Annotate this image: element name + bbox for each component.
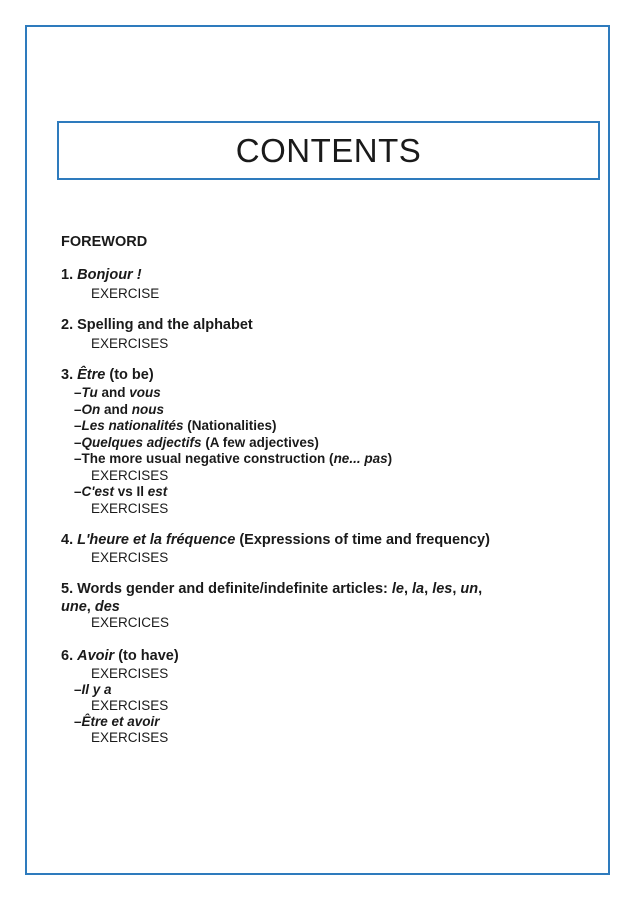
section-term: Tu	[81, 385, 98, 400]
chapter-number: 3.	[61, 367, 78, 383]
toc-section-etre-avoir-exercises[interactable]: EXERCISES	[91, 730, 169, 745]
article: le	[391, 581, 404, 597]
chapter-number: 1.	[61, 267, 78, 283]
toc-section-adjectifs[interactable]	[74, 436, 319, 450]
toc-section-il-y-a[interactable]	[74, 683, 112, 697]
section-text: –The more usual negative construction (	[74, 451, 334, 466]
article: les	[432, 581, 453, 597]
dash: –	[74, 714, 82, 729]
dash: –	[74, 682, 82, 697]
section-term: est	[147, 484, 168, 499]
toc-chapter-1-exercise[interactable]: EXERCISE	[91, 286, 160, 301]
section-term: nous	[131, 402, 165, 417]
comma: ,	[86, 599, 95, 615]
section-connector: and	[97, 385, 130, 400]
article: la	[412, 581, 425, 597]
chapter-number: 6.	[61, 648, 78, 664]
comma: ,	[478, 581, 483, 597]
chapter-title: 5. Words gender and definite/indefinite articles:	[61, 581, 392, 597]
chapter-subtitle: (to be)	[105, 367, 154, 383]
chapter-title: L'heure et la fréquence	[77, 532, 236, 548]
toc-section-on-nous[interactable]	[74, 403, 164, 417]
toc-chapter-4[interactable]	[61, 533, 490, 548]
comma: ,	[403, 581, 413, 597]
toc-section-tu-vous[interactable]	[74, 386, 161, 400]
section-connector: and	[100, 402, 132, 417]
dash: –	[74, 402, 82, 417]
toc-chapter-4-exercises[interactable]: EXERCISES	[91, 550, 169, 565]
toc-section-etre-avoir[interactable]	[74, 715, 160, 729]
section-translation: (A few adjectives)	[201, 435, 319, 450]
chapter-subtitle: (Expressions of time and frequency)	[235, 532, 490, 548]
section-term: Il y a	[81, 682, 112, 697]
toc-chapter-6-exercises[interactable]: EXERCISES	[91, 666, 169, 681]
section-text: )	[387, 451, 393, 466]
toc-chapter-3[interactable]	[61, 368, 154, 383]
section-term: vous	[129, 385, 161, 400]
article: une	[61, 599, 87, 615]
toc-chapter-5-exercises[interactable]: EXERCICES	[91, 615, 170, 630]
section-connector: vs Il	[114, 484, 148, 499]
section-term: Être et avoir	[81, 714, 160, 729]
toc-section-il-y-a-exercises[interactable]: EXERCISES	[91, 698, 169, 713]
contents-title: CONTENTS	[235, 131, 422, 169]
toc-section-nationalites[interactable]	[74, 419, 277, 433]
article: des	[94, 599, 120, 615]
chapter-title: Bonjour !	[77, 267, 142, 283]
section-term: Les nationalités	[81, 418, 184, 433]
dash: –	[74, 418, 82, 433]
toc-chapter-1[interactable]	[61, 268, 142, 283]
toc-section-negative[interactable]	[74, 452, 392, 466]
article: un	[460, 581, 479, 597]
chapter-title: Être	[77, 367, 106, 383]
dash: –	[74, 385, 82, 400]
toc-section-negative-exercises[interactable]: EXERCISES	[91, 468, 169, 483]
chapter-number: 4.	[61, 532, 78, 548]
dash: –	[74, 435, 82, 450]
toc-chapter-2-exercises[interactable]: EXERCISES	[91, 336, 169, 351]
comma: ,	[452, 581, 461, 597]
toc-chapter-2[interactable]: 2. Spelling and the alphabet	[61, 317, 253, 333]
toc-section-cest-ilest[interactable]	[74, 485, 167, 499]
section-translation: (Nationalities)	[183, 418, 277, 433]
toc-chapter-6[interactable]	[61, 649, 179, 664]
chapter-subtitle: (to have)	[114, 648, 179, 664]
dash: –	[74, 484, 82, 499]
chapter-title: Avoir	[77, 648, 115, 664]
toc-section-cest-exercises[interactable]: EXERCISES	[91, 501, 169, 516]
section-term: Quelques adjectifs	[81, 435, 202, 450]
section-term: ne... pas	[333, 451, 388, 466]
toc-chapter-5-cont[interactable]	[61, 600, 120, 615]
section-term: C'est	[81, 484, 114, 499]
toc-foreword[interactable]: FOREWORD	[61, 234, 148, 250]
toc-chapter-5[interactable]	[61, 582, 482, 597]
comma: ,	[424, 581, 433, 597]
section-term: On	[81, 402, 101, 417]
contents-title-box	[57, 121, 600, 180]
